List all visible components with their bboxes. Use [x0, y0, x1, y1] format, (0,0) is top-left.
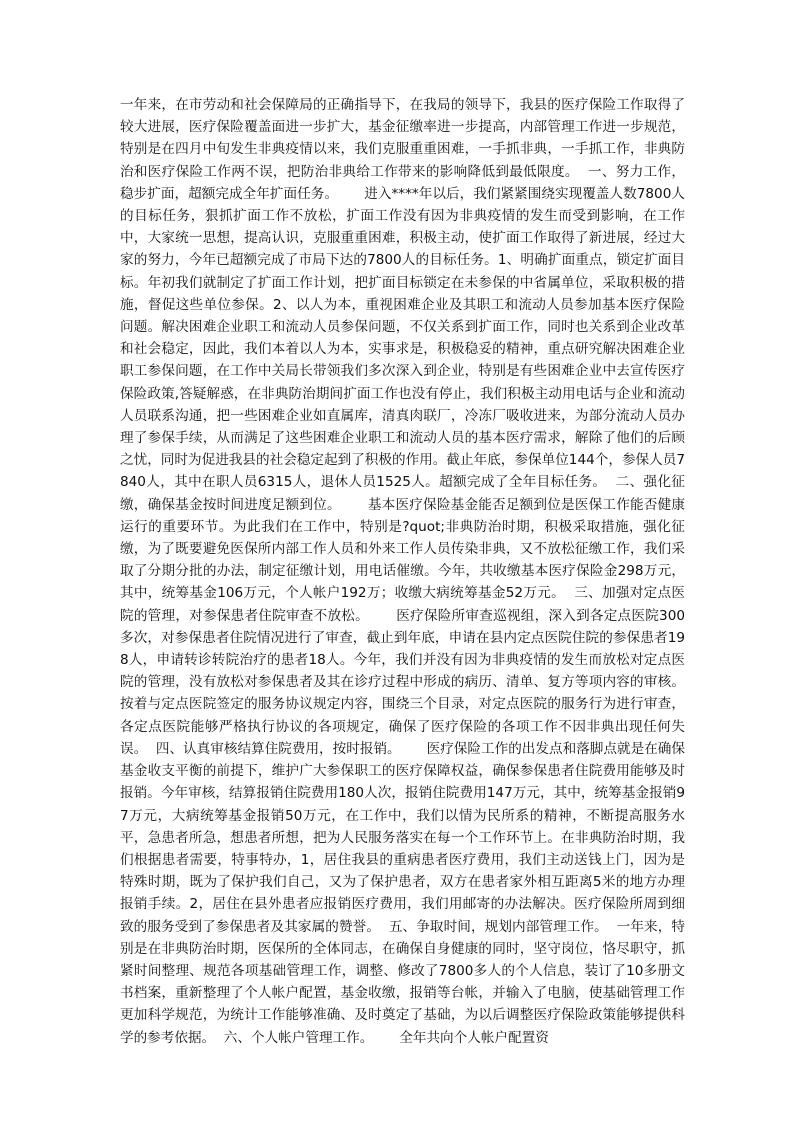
document-body-text: 一年来，在市劳动和社会保障局的正确指导下，在我局的领导下，我县的医疗保险工作取得了较大进展，医疗保险覆盖面进一步扩大，基金征缴率进一步提高，内部管理工作进一步规范，特别是在四月中旬发生非典疫情以来，我们克服重重困难，一手抓非典，一手抓工作，非典防治和医疗保险工作两不误，把防治非典给工作带来的影响降低到最低限度。 一、努力工作，稳步扩面，超额完成全年扩面任务。 进入****年以后，我们紧紧围绕实现覆盖人数7800人的目标任务，狠抓扩面工作不放松，扩面工作没有因为非典疫情的发生而受到影响，在工作中，大家统一思想，提高认识，克服重重困难，积极主动，使扩面工作取得了新进展，经过大家的努力，今年已超额完成了市局下达的7800人的目标任务。1、明确扩面重点，锁定扩面目标。年初我们就制定了扩面工作计划，把扩面目标锁定在未参保的中省属单位，采取积极的措施，督促这些单位参保。2、以人为本，重视困难企业及其职工和流动人员参加基本医疗保险问题。解决困难企业职工和流动人员参保问题，不仅关系到扩面工作，同时也关系到企业改革和社会稳定，因此，我们本着以人为本，实事求是，积极稳妥的精神，重点研究解决困难企业职工参保问题，在工作中关局长带领我们多次深入到企业，特别是有些困难企业中去宣传医疗保险政策,答疑解惑，在非典防治期间扩面工作也没有停止，我们积极主动用电话与企业和流动人员联系沟通，把一些困难企业如直属库，清真肉联厂，冷冻厂吸收进来，为部分流动人员办理了参保手续，从而满足了这些困难企业职工和流动人员的基本医疗需求，解除了他们的后顾之忧，同时为促进我县的社会稳定起到了积极的作用。截止年底，参保单位144个，参保人员7840人，其中在职人员6315人，退休人员1525人。超额完成了全年目标任务。 二、强化征缴，确保基金按时间进度足额到位。 基本医疗保险基金能否足额到位是医保工作能否健康运行的重要环节。为此我们在工作中，特别是?quot;非典防治时期，积极采取措施，强化征缴，为了既要避免医保所内部工作人员和外来工作人员传染非典，又不放松征缴工作，我们采取了分期分批的办法，制定征缴计划，用电话催缴。今年，共收缴基本医疗保险金298万元，其中，统筹基金106万元，个人帐户192万；收缴大病统筹基金52万元。 三、加强对定点医院的管理，对参保患者住院审查不放松。 医疗保险所审查巡视组，深入到各定点医院300多次，对参保患者住院情况进行了审查，截止到年底，申请在县内定点医院住院的参保患者198人，申请转诊转院治疗的患者18人。今年，我们并没有因为非典疫情的发生而放松对定点医院的管理，没有放松对参保患者及其在诊疗过程中形成的病历、清单、复方等项内容的审核。按着与定点医院签定的服务协议规定内容，围绕三个目录，对定点医院的服务行为进行审查，各定点医院能够严格执行协议的各项规定，确保了医疗保险的各项工作不因非典出现任何失误。 四、认真审核结算住院费用，按时报销。 医疗保险工作的出发点和落脚点就是在确保基金收支平衡的前提下，维护广大参保职工的医疗保障权益，确保参保患者住院费用能够及时报销。今年审核，结算报销住院费用180人次，报销住院费用147万元，其中，统筹基金报销97万元，大病统筹基金报销50万元，在工作中，我们以情为民所系的精神，不断提高服务水平，急患者所急，想患者所想，把为人民服务落实在每一个工作环节上。在非典防治时期，我们根据患者需要，特事特办，1，居住我县的重病患者医疗费用，我们主动送钱上门，因为是特殊时期，既为了保护我们自己，又为了保护患者，双方在患者家外相互距离5米的地方办理报销手续。2，居住在县外患者应报销医疗费用，我们用邮寄的办法解决。医疗保险所周到细致的服务受到了参保患者及其家属的赞誉。 五、争取时间，规划内部管理工作。 一年来，特别是在非典防治时期，医保所的全体同志，在确保自身健康的同时，坚守岗位，恪尽职守，抓紧时间整理、规范各项基础管理工作，调整、修改了7800多人的个人信息，装订了10多册文书档案，重新整理了个人帐户配置，基金收缴，报销等台帐，并输入了电脑，使基础管理工作更加科学规范，为统计工作能够准确、及时奠定了基础，为以后调整医疗保险政策能够提供科学的参考依据。 六、个人帐户管理工作。 全年共向个人帐户配置资 — [120, 97, 685, 1046]
document-page — [120, 94, 685, 1049]
